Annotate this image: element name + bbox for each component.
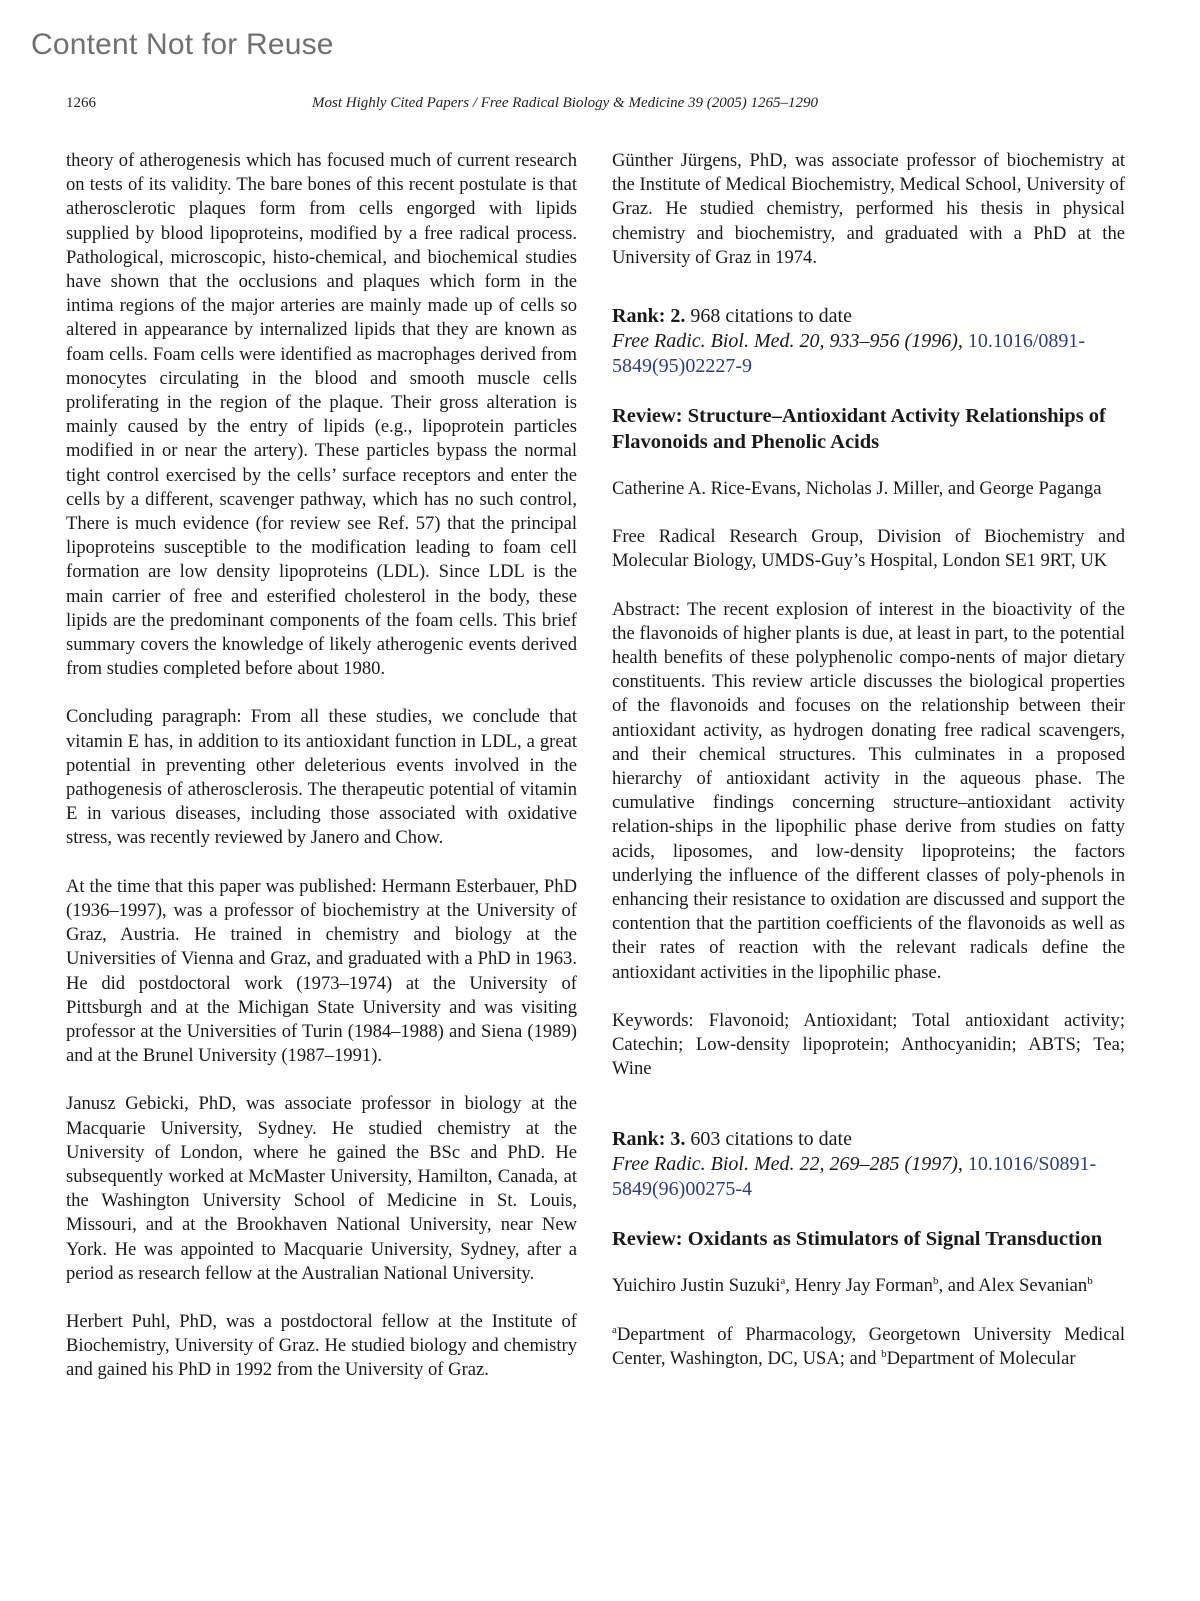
rank-3-entry: [612, 1127, 1125, 1202]
rank-2-title: Review: Structure–Antioxidant Activity Relationships of Flavonoids and Phenolic Acids: [612, 405, 1106, 454]
rank-2-abstract: Abstract: The recent explosion of interest in the bioactivity of the the flavonoids of higher plants is due, at least in part, to the potential health benefits of these polyphenolic compo-nents of major dietary constituents. This review article discusses the biological properties of the flavonoids and focuses on the relationship between their antioxidant activity, as hydrogen donating free radical scavengers, and their chemical structures. This culminates in a proposed hierarchy of antioxidant activity in the aqueous phase. The cumulative findings concerning structure–antioxidant activity relation-ships in the lipophilic phase derive from studies on fatty acids, liposomes, and low-density lipoproteins; the factors underlying the influence of the different classes of poly-phenols in enhancing their resistance to oxidation are discussed and support the contention that the partition coefficients of the flavonoids as well as their rates of reaction with the relevant radicals define the antioxidant activities in the lipophilic phase.: [612, 598, 1125, 983]
affiliation-text: Department of Pharmacology, Georgetown University Medical Center, Washington, DC, USA; and: [612, 1323, 1125, 1369]
author-name: , Henry Jay Forman: [785, 1275, 933, 1297]
doi-link[interactable]: 10.1016/S0891-5849(96)00275-4: [612, 1153, 1097, 1201]
rank-3-authors: [612, 1274, 1125, 1298]
affiliation-marker: b: [1087, 1275, 1093, 1288]
rank-2-reference: [612, 329, 1125, 379]
doi-link[interactable]: 10.1016/0891-5849(95)02227-9: [612, 330, 1086, 378]
concluding-paragraph: Concluding paragraph: From all these studies, we conclude that vitamin E has, in addition to its antioxidant function in LDL, a great potential in preventing other deleterious events involved in the pathogenesis of atherosclerosis. The therapeutic potential of vitamin E in various diseases, including those associated with oxidative stress, was recently reviewed by Janero and Chow.: [66, 706, 577, 849]
author-name: Yuichiro Justin Suzuki: [612, 1275, 781, 1297]
rank-2-affiliation: Free Radical Research Group, Division of Biochemistry and Molecular Biology, UMDS-Guy’s Hospital, London SE1 9RT, UK: [612, 526, 1125, 572]
rank-3-affiliation: [612, 1323, 1125, 1371]
author-bio-gebicki: Janusz Gebicki, PhD, was associate professor in biology at the Macquarie University, Sydney. He studied chemistry at the University of London, where he gained the BSc and PhD. He subsequently worked at McMaster University, Hamilton, Canada, at the Washington University School of Medicine in St. Louis, Missouri, and at the Brookhaven National University, near New York. He was appointed to Macquarie University, Sydney, after a period as research fellow at the Australian National University.: [66, 1093, 577, 1284]
page-number: 1266: [66, 95, 96, 111]
body-paragraph: theory of atherogenesis which has focused much of current research on tests of its validity. The bare bones of this recent postulate is that atherosclerotic plaques form from cells engorged with lipids supplied by blood lipoproteins, modified by a free radical process. Pathological, microscopic, histo-chemical, and biochemical studies have shown that the occlusions and plaques which form in the intima regions of the major arteries are mainly made up of cells so altered in appearance by internalized lipids that they are known as foam cells. Foam cells were identified as macrophages derived from monocytes circulating in the blood and smooth muscle cells proliferating in the region of the plaque. Their gross alteration is mainly caused by the entry of lipids (e.g., lipoprotein particles modified in or near the artery). These particles bypass the normal tight control exercised by the cells’ surface receptors and enter the cells by a different, scavenger pathway, which has no such control, There is much evidence (for review see Ref. 57) that the principal lipoproteins susceptible to the modification leading to foam cell formation are low density lipoproteins (LDL). Since LDL is the main carrier of free and esterified cholesterol in the body, these lipids are the predominant components of the foam cells. This brief summary covers the knowledge of likely atherogenic events derived from studies completed before about 1980.: [66, 150, 577, 680]
journal-reference: Free Radic. Biol. Med. 22, 269–285 (1997),: [612, 1153, 968, 1176]
author-name: , and Alex Sevanian: [938, 1275, 1088, 1297]
rank-3-header: [612, 1127, 1125, 1152]
affiliation-marker: b: [881, 1347, 887, 1360]
journal-reference: Free Radic. Biol. Med. 20, 933–956 (1996),: [612, 330, 968, 353]
affiliation-text: Department of Molecular: [886, 1347, 1076, 1369]
affiliation-marker: a: [780, 1275, 786, 1288]
author-bio-juergens: Günther Jürgens, PhD, was associate professor of biochemistry at the Institute of Medical Biochemistry, Medical School, University of Graz. He studied chemistry, performed his thesis in physical chemistry and biochemistry, and graduated with a PhD at the University of Graz in 1974.: [612, 150, 1125, 268]
rank-2-entry: [612, 304, 1125, 379]
rank-2-keywords: Keywords: Flavonoid; Antioxidant; Total antioxidant activity; Catechin; Low-density lipoprotein; Anthocyanidin; ABTS; Tea; Wine: [612, 1009, 1125, 1080]
author-bio-puhl: Herbert Puhl, PhD, was a postdoctoral fellow at the Institute of Biochemistry, University of Graz. He studied biology and chemistry and gained his PhD in 1992 from the University of Graz.: [66, 1310, 577, 1381]
rank-3-reference: [612, 1152, 1125, 1202]
affiliation-marker: b: [932, 1275, 939, 1288]
right-column: [612, 149, 1125, 1395]
rank-2-header: [612, 304, 1125, 329]
left-column: [66, 149, 577, 1407]
rank-2-authors: Catherine A. Rice-Evans, Nicholas J. Miller, and George Paganga: [612, 478, 1102, 500]
rank-label: Rank: 2.: [612, 305, 686, 328]
rank-label: Rank: 3.: [612, 1128, 686, 1151]
citation-count: 603 citations to date: [685, 1128, 852, 1151]
affiliation-marker: a: [612, 1323, 617, 1336]
journal-citation-header: Most Highly Cited Papers / Free Radical Biology & Medicine 39 (2005) 1265–1290: [312, 95, 819, 111]
rank-3-title: Review: Oxidants as Stimulators of Signal Transduction: [612, 1228, 1103, 1251]
author-bio-esterbauer: At the time that this paper was published: Hermann Esterbauer, PhD (1936–1997), was a professor of biochemistry at the University of Graz, Austria. He trained in chemistry and biology at the Universities of Vienna and Graz, and graduated with a PhD in 1963. He did postdoctoral work (1973–1974) at the University of Pittsburgh and at the Michigan State University and was visiting professor at the Universities of Turin (1984–1988) and Siena (1989) and at the Brunel University (1987–1991).: [66, 875, 577, 1067]
watermark: Content Not for Reuse: [31, 28, 334, 61]
citation-count: 968 citations to date: [685, 305, 852, 328]
